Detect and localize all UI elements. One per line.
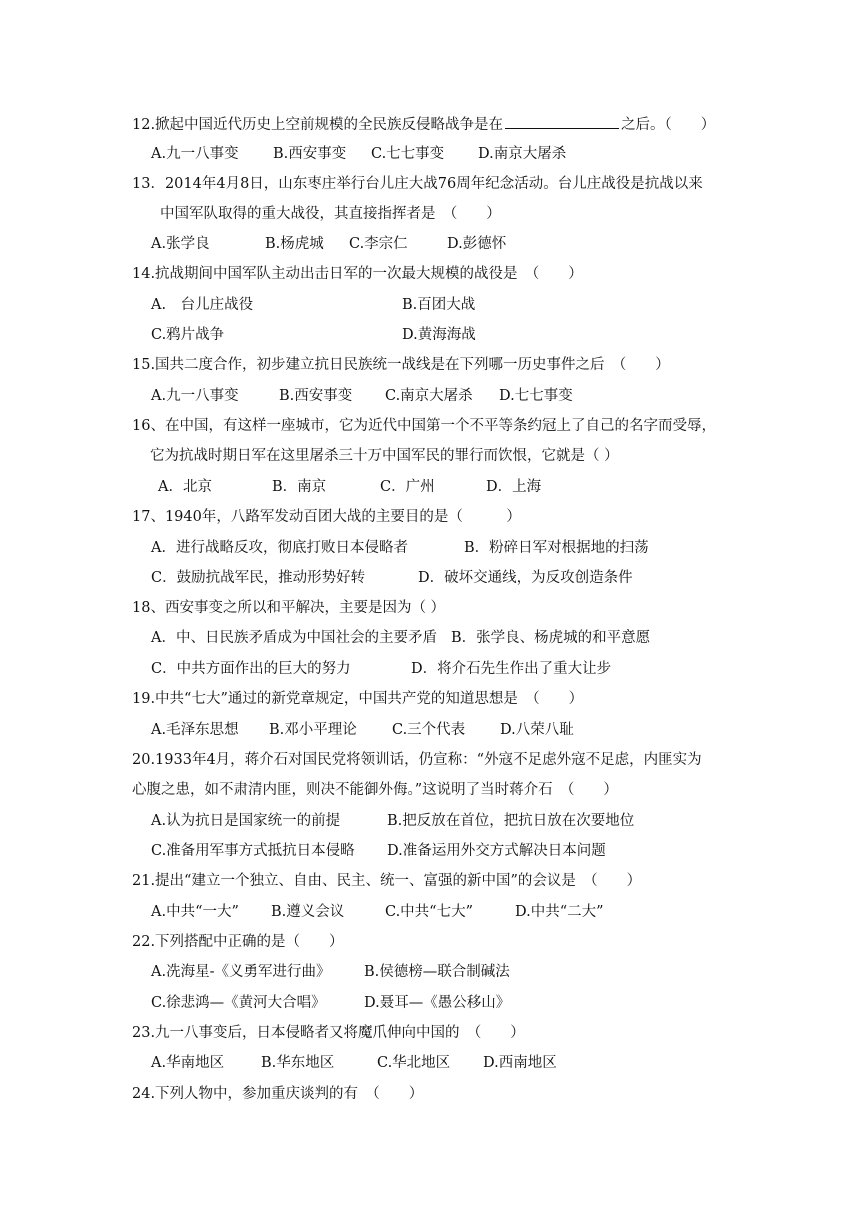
option-a: A.华南地区	[151, 1055, 225, 1071]
question-22-option-d: D.聂耳—《愚公移山》	[364, 995, 511, 1011]
question-23-options	[151, 1053, 557, 1073]
question-14-stem: 14.抗战期间中国军队主动出击日军的一次最大规模的战役是 （ ）	[132, 266, 583, 282]
option-b: B．南京	[272, 479, 327, 495]
option-c: C.南京大屠杀	[385, 388, 473, 404]
option-a: A.九一八事变	[151, 146, 239, 162]
question-17-stem: 17、1940年，八路军发动百团大战的主要目的是（ ）	[132, 509, 521, 525]
question-13-stem-line1: 13．2014年4月8日，山东枣庄举行台儿庄大战76周年纪念活动。台儿庄战役是抗战以来	[132, 176, 703, 192]
option-a: A.九一八事变	[151, 388, 239, 404]
option-b: B.西安事变	[273, 146, 347, 162]
question-15-options	[151, 386, 573, 406]
option-c: C.七七事变	[371, 146, 445, 162]
option-b: B.邓小平理论	[269, 722, 357, 738]
option-d: D.中共“二大”	[515, 904, 604, 920]
question-12-stem-part1: 12.掀起中国近代历史上空前规模的全民族反侵略战争是在	[132, 117, 504, 133]
option-d: D.七七事变	[499, 388, 573, 404]
question-14-option-c: C.鸦片战争	[151, 327, 225, 343]
option-b: B.杨虎城	[265, 236, 324, 252]
answer-blank	[505, 114, 619, 129]
question-20-stem-line1: 20.1933年4月，蒋介石对国民党将领训话，仍宣称：“外寇不足虑外寇不足虑，内匪实为	[132, 752, 702, 768]
question-20-option-c: C.准备用军事方式抵抗日本侵略	[151, 843, 355, 859]
question-17-option-d: D．破坏交通线，为反攻创造条件	[418, 570, 633, 586]
question-18-option-a: A．中、日民族矛盾成为中国社会的主要矛盾	[151, 630, 437, 646]
question-12-stem-part2: 之后。（ ）	[621, 117, 716, 133]
question-16-options	[158, 477, 541, 497]
question-23-stem: 23.九一八事变后，日本侵略者又将魔爪伸向中国的 （ ）	[132, 1025, 525, 1041]
question-18-option-c: C．中共方面作出的巨大的努力	[151, 661, 351, 677]
option-d: D.西南地区	[483, 1055, 557, 1071]
question-18-stem: 18、西安事变之所以和平解决，主要是因为（ ）	[132, 600, 446, 616]
question-20-option-b: B.把反放在首位，把抗日放在次要地位	[387, 813, 635, 829]
question-14-option-b: B.百团大战	[402, 297, 476, 313]
question-21-stem: 21.提出“建立一个独立、自由、民主、统一、富强的新中国”的会议是 （ ）	[132, 873, 642, 889]
question-13-stem-line2: 中国军队取得的重大战役，其直接指挥者是 （ ）	[160, 206, 501, 222]
question-22-option-b: B.侯德榜—联合制碱法	[364, 964, 510, 980]
question-15-stem: 15.国共二度合作，初步建立抗日民族统一战线是在下列哪一历史事件之后 （ ）	[132, 357, 670, 373]
question-17-option-c: C．鼓励抗战军民，推动形势好转	[151, 570, 366, 586]
option-d: D．上海	[486, 479, 542, 495]
option-a: A.中共“一大”	[151, 904, 239, 920]
option-a: A.毛泽东思想	[151, 722, 239, 738]
option-c: C.华北地区	[377, 1055, 451, 1071]
question-19-stem: 19.中共“七大”通过的新党章规定，中国共产党的知道思想是 （ ）	[132, 691, 584, 707]
question-12-stem	[132, 114, 715, 135]
question-17-option-b: B．粉碎日军对根据地的扫荡	[464, 540, 649, 556]
option-a: A．北京	[158, 479, 212, 495]
question-19-options	[151, 720, 574, 740]
option-d: D.南京大屠杀	[478, 146, 567, 162]
question-16-stem-line2: 它为抗战时期日军在这里屠杀三十万中国军民的罪行而饮恨，它就是（ ）	[150, 448, 619, 464]
question-14-option-a: A. 台儿庄战役	[151, 297, 254, 313]
question-22-option-c: C.徐悲鸿—《黄河大合唱》	[151, 995, 326, 1011]
question-17-option-a: A．进行战略反攻，彻底打败日本侵略者	[151, 540, 408, 556]
question-21-options	[151, 902, 604, 922]
question-20-stem-line2: 心腹之患，如不肃清内匪，则决不能御外侮。”这说明了当时蒋介石 （ ）	[132, 782, 618, 798]
option-c: C．广州	[380, 479, 435, 495]
question-22-option-a: A.冼海星-《义勇军进行曲》	[151, 964, 331, 980]
option-b: B.西安事变	[279, 388, 353, 404]
question-20-option-a: A.认为抗日是国家统一的前提	[151, 813, 341, 829]
question-16-stem-line1: 16、在中国，有这样一座城市，它为近代中国第一个不平等条约冠上了自己的名字而受辱，	[132, 418, 716, 434]
option-d: D.彭德怀	[447, 236, 507, 252]
option-b: B.遵义会议	[271, 904, 345, 920]
question-22-stem: 22.下列搭配中正确的是（ ）	[132, 934, 344, 950]
option-c: C.三个代表	[392, 722, 466, 738]
question-20-option-d: D.准备运用外交方式解决日本问题	[387, 843, 606, 859]
option-d: D.八荣八耻	[500, 722, 574, 738]
question-12-options	[151, 144, 566, 164]
option-a: A.张学良	[151, 236, 210, 252]
option-b: B.华东地区	[261, 1055, 335, 1071]
option-c: C.中共“七大”	[385, 904, 474, 920]
option-c: C.李宗仁	[349, 236, 408, 252]
question-18-option-d: D．将介石先生作出了重大让步	[411, 661, 612, 677]
question-24-stem: 24.下列人物中，参加重庆谈判的有 （ ）	[132, 1086, 424, 1102]
question-14-option-d: D.黄海海战	[402, 327, 476, 343]
question-18-option-b: B．张学良、杨虎城的和平意愿	[451, 630, 651, 646]
question-13-options	[151, 234, 506, 254]
